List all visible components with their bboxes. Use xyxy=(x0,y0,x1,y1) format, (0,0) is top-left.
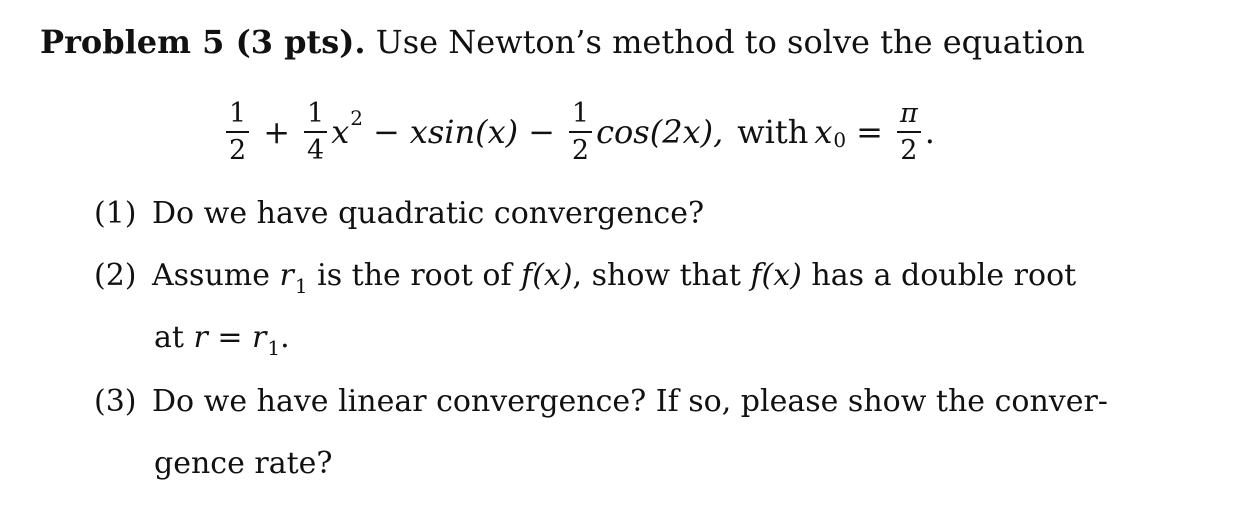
fraction-pi-over-two xyxy=(897,99,921,166)
sin-argument: (x) xyxy=(475,113,519,151)
cont-text-a: at xyxy=(154,320,194,355)
root-variable: r xyxy=(279,258,294,293)
fraction-numerator: 1 xyxy=(571,97,590,129)
exponent: 2 xyxy=(350,106,363,130)
problem-heading xyxy=(40,18,1085,66)
cos-argument: (2x), xyxy=(649,113,724,151)
item-text-d: has a double root xyxy=(801,258,1077,293)
item-number: (2) xyxy=(94,258,137,293)
item-text-a: Assume xyxy=(152,258,280,293)
list-item-3 xyxy=(94,380,1108,424)
problem-label: Problem 5 (3 pts). xyxy=(40,23,366,61)
fraction-one-quarter xyxy=(304,99,327,166)
initial-guess-subscript: 0 xyxy=(833,128,847,152)
root-subscript: 1 xyxy=(294,274,308,298)
function-f-2: f(x) xyxy=(750,258,802,293)
variable-x: x xyxy=(331,113,350,151)
fraction-bar xyxy=(304,131,327,133)
plus-sign: + xyxy=(263,113,290,151)
item-text: Do we have quadratic convergence? xyxy=(152,196,705,231)
item-text-c: , show that xyxy=(572,258,751,293)
fraction-numerator: 1 xyxy=(229,97,247,129)
fraction-bar xyxy=(897,131,921,133)
item-text-b: is the root of xyxy=(307,258,522,293)
equation xyxy=(222,84,935,180)
cont-subscript: 1 xyxy=(267,336,281,360)
fraction-numerator: π xyxy=(899,97,918,129)
fraction-numerator: 1 xyxy=(307,97,325,129)
fraction-denominator: 2 xyxy=(571,134,590,166)
with-word: with xyxy=(737,113,809,151)
item-text: Do we have linear convergence? If so, please show the conver- xyxy=(152,384,1108,419)
minus-sign-2: − xyxy=(528,113,555,151)
cont-variable-r: r xyxy=(193,320,208,355)
fraction-bar xyxy=(226,131,249,133)
fraction-one-half xyxy=(226,99,249,166)
cont-text: gence rate? xyxy=(154,446,333,481)
equation-period: . xyxy=(924,113,935,151)
list-item-1 xyxy=(94,192,704,236)
cont-equals: = xyxy=(207,320,253,355)
item-number: (3) xyxy=(94,384,137,419)
initial-guess-variable: x xyxy=(814,113,833,151)
cont-period: . xyxy=(280,320,290,355)
fraction-denominator: 2 xyxy=(900,134,918,166)
minus-sign: − xyxy=(372,113,400,151)
fraction-one-half-2 xyxy=(569,99,592,166)
xsin-term: xsin xyxy=(409,113,476,151)
item-number: (1) xyxy=(94,196,137,231)
function-f: f(x) xyxy=(521,258,573,293)
list-item-2 xyxy=(94,254,1076,300)
fraction-denominator: 4 xyxy=(307,134,325,166)
fraction-bar xyxy=(569,131,592,133)
fraction-denominator: 2 xyxy=(229,134,247,166)
equals-sign: = xyxy=(856,113,883,151)
problem-intro: Use Newton’s method to solve the equation xyxy=(375,23,1085,61)
list-item-2-continuation xyxy=(154,316,290,362)
cont-variable-r1: r xyxy=(252,320,267,355)
list-item-3-continuation xyxy=(154,442,333,486)
cos-term: cos xyxy=(596,113,650,151)
